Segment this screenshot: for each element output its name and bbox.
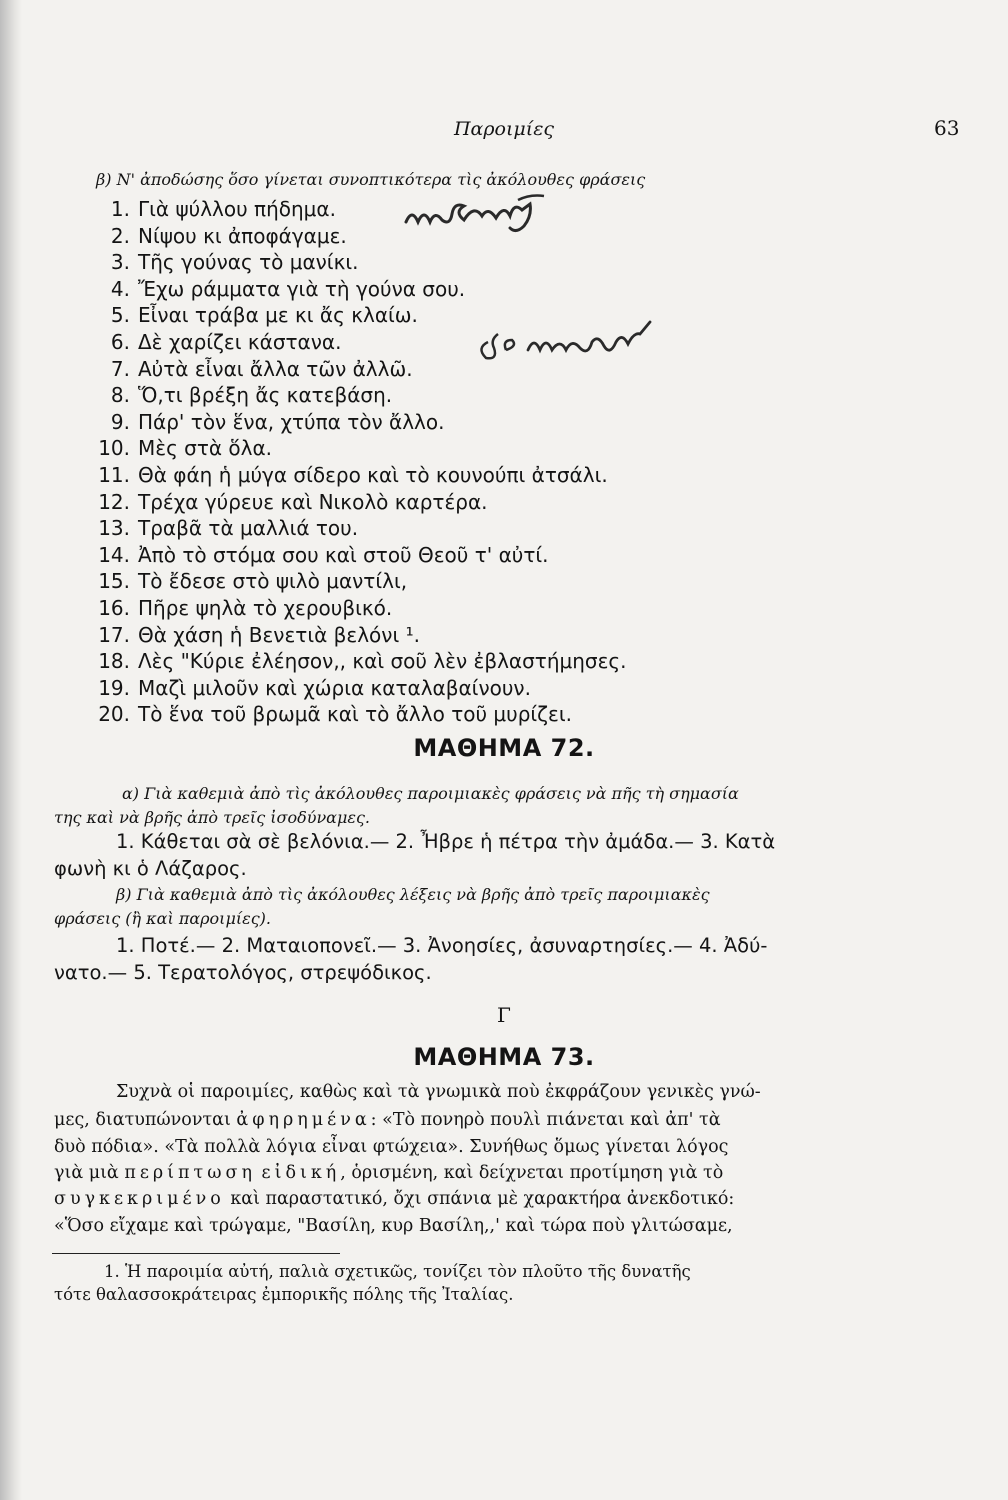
list-item: 3. Τῆς γούνας τὸ μανίκι. xyxy=(110,250,359,275)
lesson-73-text-line: μες, διατυπώνονται ἀφηρημένα: «Τὸ πονηρὸ πουλὶ πιάνεται καὶ ἀπ' τὰ xyxy=(54,1110,721,1130)
lesson-72-b-instruction: β) Γιὰ καθεμιὰ ἀπὸ τὶς ἀκόλουθες λέξεις νὰ βρῆς ἀπὸ τρεῖς παροιμιακὲς xyxy=(116,885,710,904)
page-number: 63 xyxy=(934,116,960,140)
lesson-72-a-answers-cont: φωνὴ κι ὁ Λάζαρος. xyxy=(54,857,247,880)
section-letter: Γ xyxy=(497,1003,511,1027)
list-item: 4. Ἔχω ράμματα γιὰ τὴ γούνα σου. xyxy=(110,276,466,301)
lesson-72-b-instruction-cont: φράσεις (ἢ καὶ παροιμίες). xyxy=(54,909,271,928)
exercise-b-instruction: β) Ν' ἀποδώσης ὅσο γίνεται συνοπτικότερα τὶς ἀκόλουθες φράσεις xyxy=(96,170,646,189)
lesson-73-text-line: συγκεκριμένο καὶ παραστατικό, ὄχι σπάνια μὲ χαρακτήρα ἀνεκδοτικό: xyxy=(54,1189,735,1209)
list-item: 9. Πάρ' τὸν ἕνα, χτύπα τὸν ἄλλο. xyxy=(110,409,445,434)
list-item: 7. Αὐτὰ εἶναι ἄλλα τῶν ἀλλῶ. xyxy=(110,356,413,381)
list-item: 11. Θὰ φάη ἡ μύγα σίδερο καὶ τὸ κουνούπι ἀτσάλι. xyxy=(98,462,608,487)
list-item: 17. Θὰ χάση ἡ Βενετιὰ βελόνι ¹. xyxy=(98,622,420,647)
footnote-line: τότε θαλασσοκράτειρας ἐμπορικῆς πόλης τῆς Ἰταλίας. xyxy=(54,1285,514,1304)
list-item: 6. Δὲ χαρίζει κάστανα. xyxy=(110,329,342,354)
list-item: 19. Μαζὶ μιλοῦν καὶ χώρια καταλαβαίνουν. xyxy=(98,675,531,700)
lesson-73-text-line: Συχνὰ οἱ παροιμίες, καθὼς καὶ τὰ γνωμικὰ ποὺ ἐκφράζουν γενικὲς γνώ- xyxy=(116,1082,761,1102)
list-item: 5. Εἶναι τράβα με κι ἄς κλαίω. xyxy=(110,303,418,328)
list-item: 13. Τραβᾶ τὰ μαλλιά του. xyxy=(98,516,359,541)
lesson-73-text-line: «Ὅσο εἴχαμε καὶ τρώγαμε, "Βασίλη, κυρ Βασίλη,,' καὶ τώρα ποὺ γλιτώσαμε, xyxy=(54,1216,733,1236)
list-item: 16. Πῆρε ψηλὰ τὸ χερουβικό. xyxy=(98,595,393,620)
lesson-73-text-line: δυὸ πόδια». «Τὰ πολλὰ λόγια εἶναι φτώχεια». Συνήθως ὅμως γίνεται λόγος xyxy=(54,1137,729,1157)
list-item: 12. Τρέχα γύρευε καὶ Νικολὸ καρτέρα. xyxy=(98,489,488,514)
lesson-73-text-line: γιὰ μιὰ περίπτωση εἰδική, ὁρισμένη, καὶ δείχνεται προτίμηση γιὰ τὸ xyxy=(54,1163,724,1183)
lesson-72-a-answers: 1. Κάθεται σὰ σὲ βελόνια.— 2. Ἦβρε ἡ πέτρα τὴν ἀμάδα.— 3. Κατὰ xyxy=(116,830,776,853)
list-item: 10. Μὲς στὰ ὅλα. xyxy=(98,436,273,461)
running-head: Παροιμίες xyxy=(453,118,555,140)
list-item: 1. Γιὰ ψύλλου πήδημα. xyxy=(110,197,336,221)
lesson-72-heading: ΜΑΘΗΜΑ 72. xyxy=(413,734,595,762)
lesson-73-heading: ΜΑΘΗΜΑ 73. xyxy=(413,1043,595,1071)
list-item: 8. Ὅ,τι βρέξη ἄς κατεβάση. xyxy=(110,383,393,408)
list-item: 18. Λὲς "Κύριε ἐλέησον,, καὶ σοῦ λὲν ἐβλαστήμησες. xyxy=(98,649,627,674)
list-item: 15. Τὸ ἔδεσε στὸ ψιλὸ μαντίλι, xyxy=(98,569,408,594)
list-item: 2. Νίψου κι ἀποφάγαμε. xyxy=(110,223,347,248)
footnote-divider xyxy=(52,1253,340,1254)
proverb-list xyxy=(96,196,626,728)
lesson-72-b-answers: 1. Ποτέ.— 2. Ματαιοπονεῖ.— 3. Ἀνοησίες, ἀσυναρτησίες.— 4. Ἀδύ- xyxy=(116,934,768,957)
lesson-72-a-instruction-cont: της καὶ νὰ βρῆς ἀπὸ τρεῖς ἰσοδύναμες. xyxy=(54,808,370,827)
lesson-72-b-answers-cont: νατο.— 5. Τερατολόγος, στρεψόδικος. xyxy=(54,961,432,984)
lesson-72-a-instruction: α) Γιὰ καθεμιὰ ἀπὸ τὶς ἀκόλουθες παροιμιακὲς φράσεις νὰ πῆς τὴ σημασία xyxy=(122,784,739,803)
list-item: 20. Τὸ ἕνα τοῦ βρωμᾶ καὶ τὸ ἄλλο τοῦ μυρίζει. xyxy=(98,702,572,727)
footnote-line: 1. Ἡ παροιμία αὐτή, παλιὰ σχετικῶς, τονίζει τὸν πλοῦτο τῆς δυνατῆς xyxy=(104,1262,691,1281)
list-item: 14. Ἀπὸ τὸ στόμα σου καὶ στοῦ Θεοῦ τ' αὐτί. xyxy=(98,542,549,567)
